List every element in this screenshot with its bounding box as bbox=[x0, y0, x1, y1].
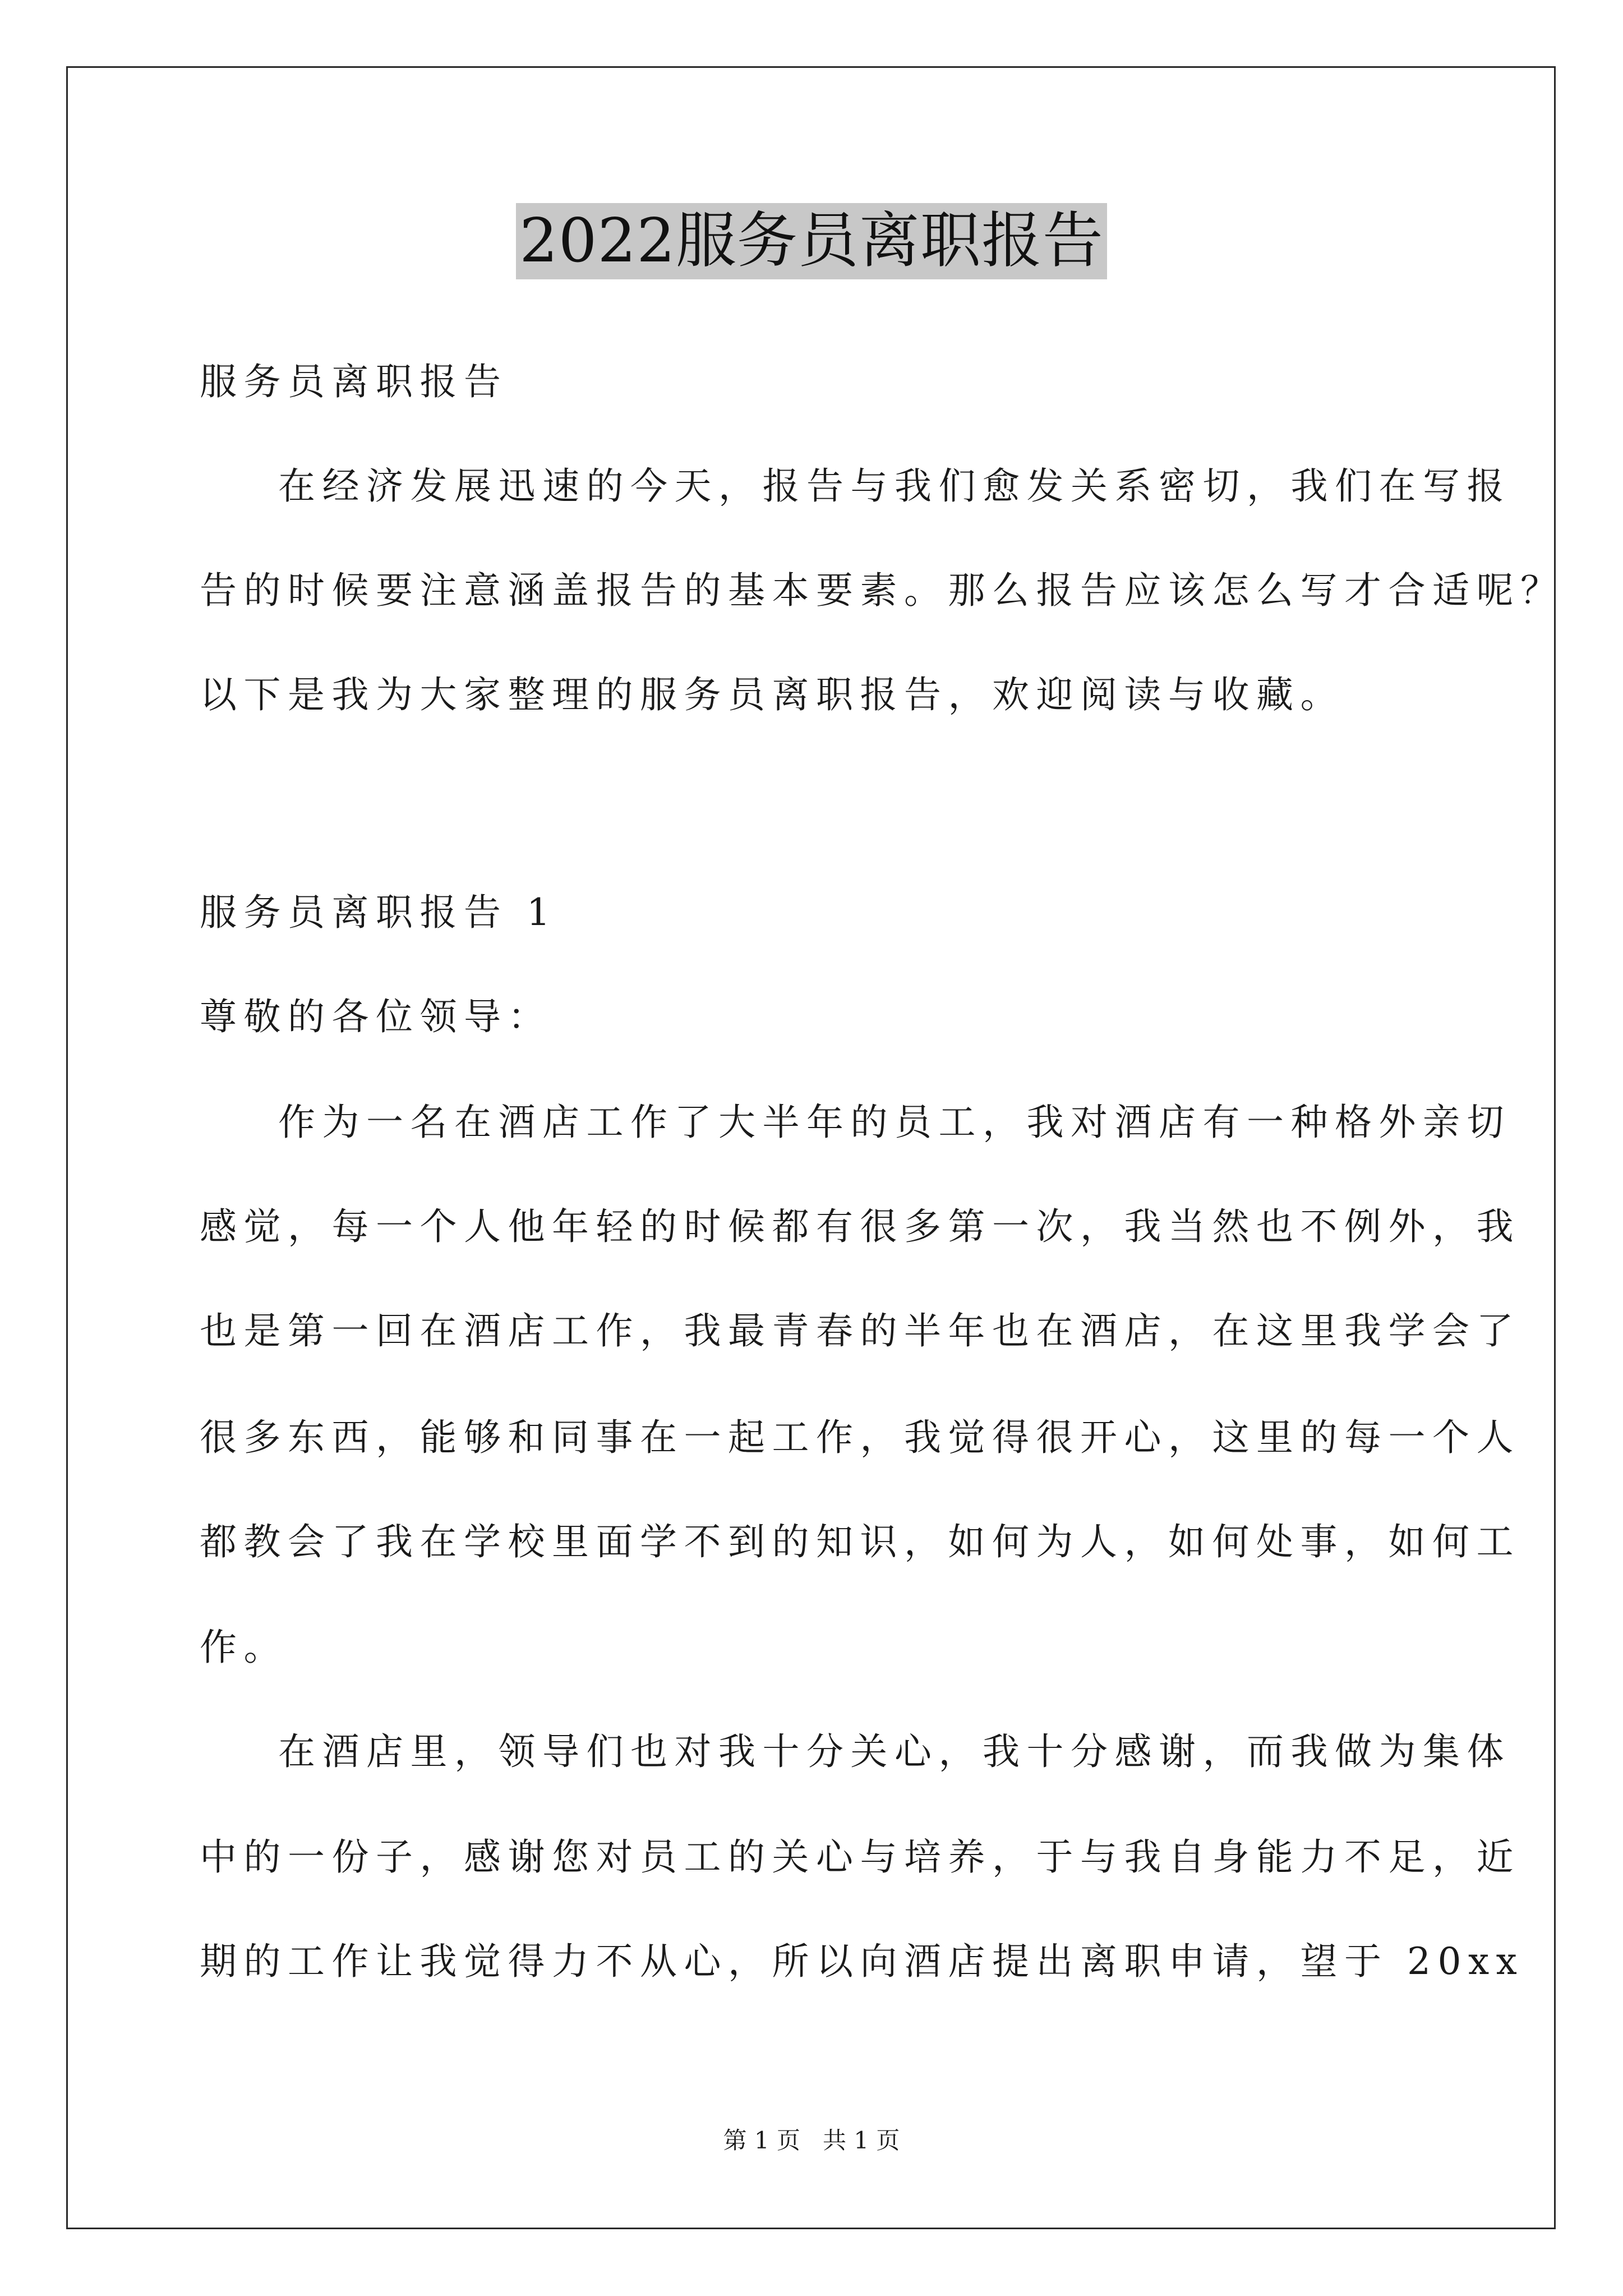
document-title: 2022服务员离职报告 bbox=[516, 203, 1107, 279]
paragraph-line: 在经济发展迅速的今天，报告与我们愈发关系密切，我们在写报 bbox=[278, 464, 1511, 508]
paragraph-line: 作为一名在酒店工作了大半年的员工，我对酒店有一种格外亲切 bbox=[278, 1101, 1511, 1144]
title-container bbox=[0, 203, 1623, 279]
paragraph-line: 以下是我为大家整理的服务员离职报告，欢迎阅读与收藏。 bbox=[200, 673, 1344, 716]
paragraph-line: 在酒店里，领导们也对我十分关心，我十分感谢，而我做为集体 bbox=[278, 1730, 1511, 1773]
page-footer bbox=[0, 2125, 1623, 2156]
paragraph-line: 感觉，每一个人他年轻的时候都有很多第一次，我当然也不例外，我 bbox=[200, 1205, 1520, 1248]
section-heading: 服务员离职报告 1 bbox=[200, 891, 557, 934]
paragraph-line: 期的工作让我觉得力不从心，所以向酒店提出离职申请，望于 20xx bbox=[200, 1940, 1524, 1983]
paragraph-line: 都教会了我在学校里面学不到的知识，如何为人，如何处事，如何工 bbox=[200, 1520, 1520, 1563]
salutation: 尊敬的各位领导： bbox=[200, 995, 552, 1038]
page-number: 第 1 页 bbox=[723, 2127, 800, 2154]
subtitle-line: 服务员离职报告 bbox=[200, 360, 508, 403]
page-total: 共 1 页 bbox=[823, 2127, 900, 2154]
paragraph-line: 告的时候要注意涵盖报告的基本要素。那么报告应该怎么写才合适呢？ bbox=[200, 569, 1565, 612]
paragraph-line: 中的一份子，感谢您对员工的关心与培养，于与我自身能力不足，近 bbox=[200, 1835, 1520, 1879]
paragraph-line: 很多东西，能够和同事在一起工作，我觉得很开心，这里的每一个人 bbox=[200, 1416, 1520, 1459]
paragraph-line: 作。 bbox=[200, 1626, 288, 1669]
paragraph-line: 也是第一回在酒店工作，我最青春的半年也在酒店，在这里我学会了 bbox=[200, 1309, 1520, 1352]
